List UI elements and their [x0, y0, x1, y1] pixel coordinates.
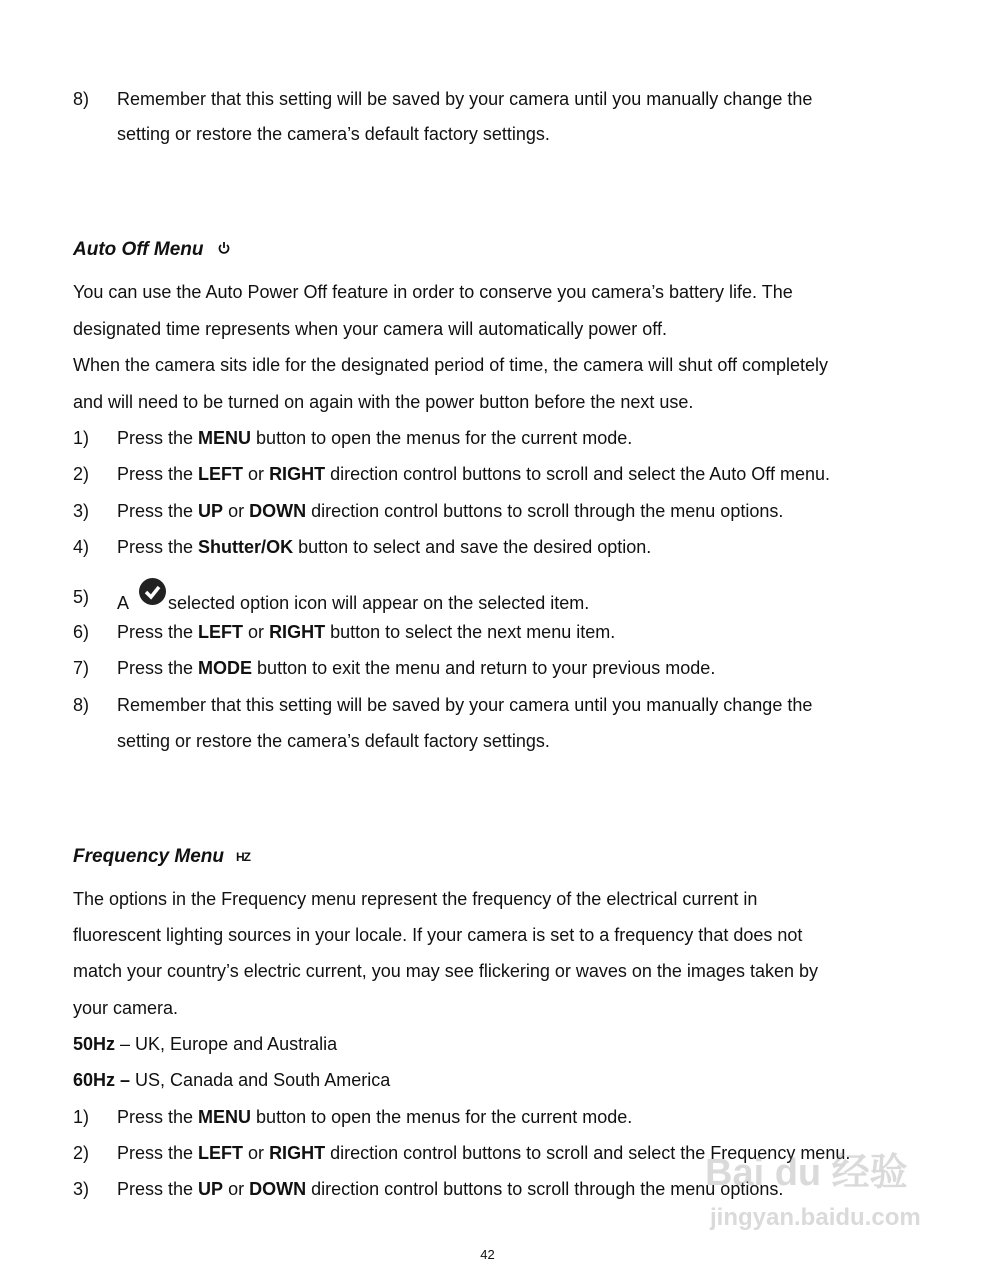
- heading-text: Auto Off Menu: [73, 239, 204, 261]
- paragraph-line: When the camera sits idle for the designated period of time, the camera will shut off completely: [73, 355, 829, 375]
- step-number: 7): [73, 658, 90, 678]
- step-number: 8): [73, 695, 90, 715]
- checkmark-icon: [139, 578, 166, 605]
- section-heading-auto-off: [73, 239, 230, 261]
- paragraph-line: You can use the Auto Power Off feature in order to conserve you camera’s battery life. The: [73, 282, 793, 302]
- step-number: 2): [73, 464, 90, 484]
- paragraph-line: your camera.: [73, 998, 179, 1018]
- step-number: 1): [73, 428, 90, 448]
- step-number: 6): [73, 622, 90, 642]
- heading-text: Frequency Menu: [73, 846, 224, 867]
- step-text: Press the UP or DOWN direction control buttons to scroll through the menu options.: [117, 501, 784, 521]
- step-number: 8): [73, 89, 90, 109]
- step-text: Press the MODE button to exit the menu and return to your previous mode.: [117, 658, 716, 678]
- svg-text:jingyan.baidu.com: jingyan.baidu.com: [710, 1204, 921, 1230]
- step-text: Remember that this setting will be saved by your camera until you manually change the: [117, 695, 813, 715]
- step-text: Press the LEFT or RIGHT direction control buttons to scroll and select the Auto Off menu.: [117, 464, 831, 484]
- paragraph-line: designated time represents when your camera will automatically power off.: [73, 319, 667, 339]
- step-text: Press the Shutter/OK button to select and save the desired option.: [117, 537, 652, 557]
- page-number: 42: [480, 1247, 495, 1262]
- step-text: setting or restore the camera’s default factory settings.: [117, 731, 550, 751]
- step-text: Press the LEFT or RIGHT direction control buttons to scroll and select the Frequency menu.: [117, 1143, 851, 1163]
- step-text: Press the MENU button to open the menus for the current mode.: [117, 428, 633, 448]
- step-number: 5): [73, 587, 90, 607]
- paragraph-line: match your country’s electric current, you may see flickering or waves on the images taken by: [73, 961, 818, 981]
- frequency-option: 60Hz – US, Canada and South America: [73, 1070, 391, 1090]
- step-text: Remember that this setting will be saved by your camera until you manually change the: [117, 89, 813, 109]
- step-number: 2): [73, 1143, 90, 1163]
- step-number: 3): [73, 501, 90, 521]
- step-number: 4): [73, 537, 90, 557]
- paragraph-line: The options in the Frequency menu represent the frequency of the electrical current in: [73, 889, 758, 909]
- step-text: Press the UP or DOWN direction control buttons to scroll through the menu options.: [117, 1179, 784, 1199]
- power-icon: [218, 239, 230, 261]
- hz-icon: HZ: [235, 850, 250, 864]
- section-heading-frequency: [73, 846, 250, 868]
- paragraph-line: fluorescent lighting sources in your locale. If your camera is set to a frequency that does not: [73, 925, 803, 945]
- frequency-option: 50Hz – UK, Europe and Australia: [73, 1034, 338, 1054]
- step-text: A selected option icon will appear on the selected item.: [117, 586, 589, 614]
- paragraph-line: and will need to be turned on again with the power button before the next use.: [73, 392, 694, 412]
- step-text: Press the MENU button to open the menus for the current mode.: [117, 1107, 633, 1127]
- step-text: Press the LEFT or RIGHT button to select the next menu item.: [117, 622, 616, 642]
- svg-text:Bai du 经验: Bai du 经验: [705, 1152, 908, 1194]
- step-number: 3): [73, 1179, 90, 1199]
- step-number: 1): [73, 1107, 90, 1127]
- step-text: setting or restore the camera’s default factory settings.: [117, 124, 550, 144]
